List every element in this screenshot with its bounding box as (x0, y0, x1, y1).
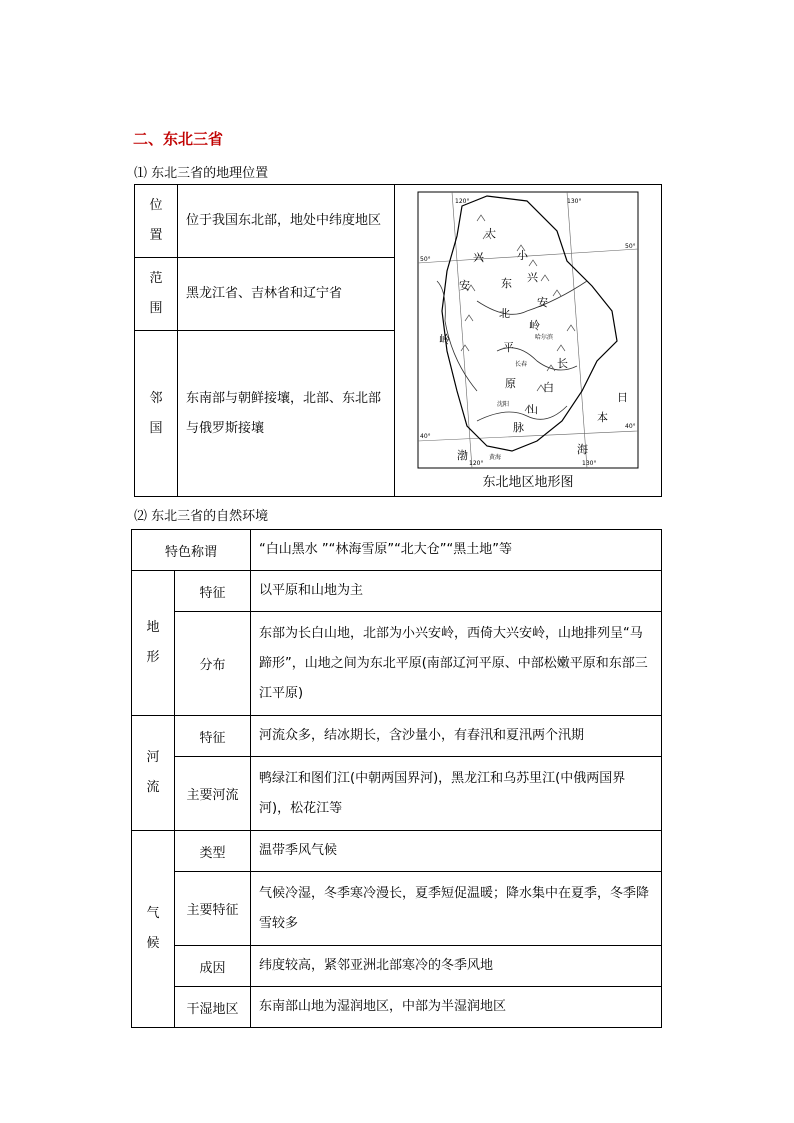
terrain-distribution-label: 分布 (175, 612, 251, 716)
svg-text:岭: 岭 (439, 333, 450, 346)
part2-title: ⑵ 东北三省的自然环境 (134, 509, 269, 524)
svg-text:40°: 40° (625, 423, 636, 430)
svg-text:小: 小 (517, 249, 528, 262)
text-range: 黑龙江省、吉林省和辽宁省 (178, 258, 395, 331)
svg-text:安: 安 (537, 296, 548, 309)
svg-text:岭: 岭 (529, 319, 540, 332)
terrain-feature-text: 以平原和山地为主 (251, 571, 662, 612)
text-position: 位于我国东北部，地处中纬度地区 (178, 185, 395, 258)
svg-text:长: 长 (557, 357, 568, 370)
svg-text:山: 山 (527, 403, 538, 416)
section-title: 二、东北三省 (133, 130, 224, 148)
climate-feature-label: 主要特征 (175, 872, 251, 946)
main-rivers-label: 主要河流 (175, 757, 251, 831)
group-terrain: 地 形 (132, 571, 175, 716)
terrain-feature-label: 特征 (175, 571, 251, 612)
climate-type-label: 类型 (175, 831, 251, 872)
main-rivers-text: 鸭绿江和图们江(中朝两国界河)，黑龙江和乌苏里江(中俄两国界河)，松花江等 (251, 757, 662, 831)
nickname-value: “白山黑水 ”“林海雪原”“北大仓”“黑土地”等 (251, 530, 662, 571)
label-position: 位 置 (135, 185, 178, 258)
river-feature-label: 特征 (175, 716, 251, 757)
humidity-zone-label: 干湿地区 (175, 987, 251, 1028)
group-climate: 气 候 (132, 831, 175, 1028)
svg-text:兴: 兴 (473, 251, 484, 264)
svg-text:130°: 130° (567, 198, 582, 205)
part1-title: ⑴ 东北三省的地理位置 (134, 166, 269, 181)
svg-text:兴: 兴 (527, 271, 538, 284)
svg-text:脉: 脉 (513, 421, 524, 434)
svg-text:平: 平 (503, 341, 514, 354)
text-neighbors: 东南部与朝鲜接壤，北部、东北部与俄罗斯接壤 (178, 331, 395, 497)
svg-text:安: 安 (459, 279, 470, 292)
svg-text:50°: 50° (625, 243, 636, 250)
northeast-terrain-map (417, 191, 639, 469)
svg-text:40°: 40° (420, 433, 431, 440)
svg-text:120°: 120° (455, 198, 470, 205)
location-table (134, 184, 662, 497)
climate-feature-text: 气候冷湿，冬季寒冷漫长，夏季短促温暖；降水集中在夏季，冬季降雪较多 (251, 872, 662, 946)
map-cell (395, 185, 662, 497)
terrain-distribution-text: 东部为长白山地，北部为小兴安岭，西倚大兴安岭，山地排列呈“马蹄形”，山地之间为东北平原(南部辽河平原、中部松嫩平原和东部三江平原) (251, 612, 662, 716)
map-caption: 东北地区地形图 (482, 475, 574, 490)
svg-text:东: 东 (501, 277, 512, 290)
climate-cause-label: 成因 (175, 946, 251, 987)
label-range: 范 围 (135, 258, 178, 331)
svg-text:原: 原 (505, 377, 516, 390)
nickname-label: 特色称谓 (132, 530, 251, 571)
svg-text:海: 海 (577, 443, 588, 456)
svg-text:长春: 长春 (515, 361, 528, 368)
humidity-zone-text: 东南部山地为湿润地区，中部为半湿润地区 (251, 987, 662, 1028)
svg-text:北: 北 (499, 307, 510, 320)
svg-text:50°: 50° (420, 256, 431, 263)
group-rivers: 河 流 (132, 716, 175, 831)
svg-text:日: 日 (617, 391, 628, 404)
label-neighbors: 邻 国 (135, 331, 178, 497)
svg-text:渤: 渤 (457, 449, 468, 462)
svg-text:大: 大 (485, 227, 496, 240)
svg-text:沈阳: 沈阳 (497, 401, 510, 408)
environment-table (131, 529, 662, 1028)
svg-text:本: 本 (597, 411, 608, 424)
svg-text:120°: 120° (469, 460, 484, 467)
climate-type-text: 温带季风气候 (251, 831, 662, 872)
climate-cause-text: 纬度较高，紧邻亚洲北部寒冷的冬季风地 (251, 946, 662, 987)
svg-text:哈尔滨: 哈尔滨 (535, 334, 554, 341)
svg-text:130°: 130° (582, 460, 597, 467)
svg-text:黄海: 黄海 (489, 454, 502, 461)
river-feature-text: 河流众多，结冰期长，含沙量小，有春汛和夏汛两个汛期 (251, 716, 662, 757)
svg-text:白: 白 (543, 381, 554, 394)
